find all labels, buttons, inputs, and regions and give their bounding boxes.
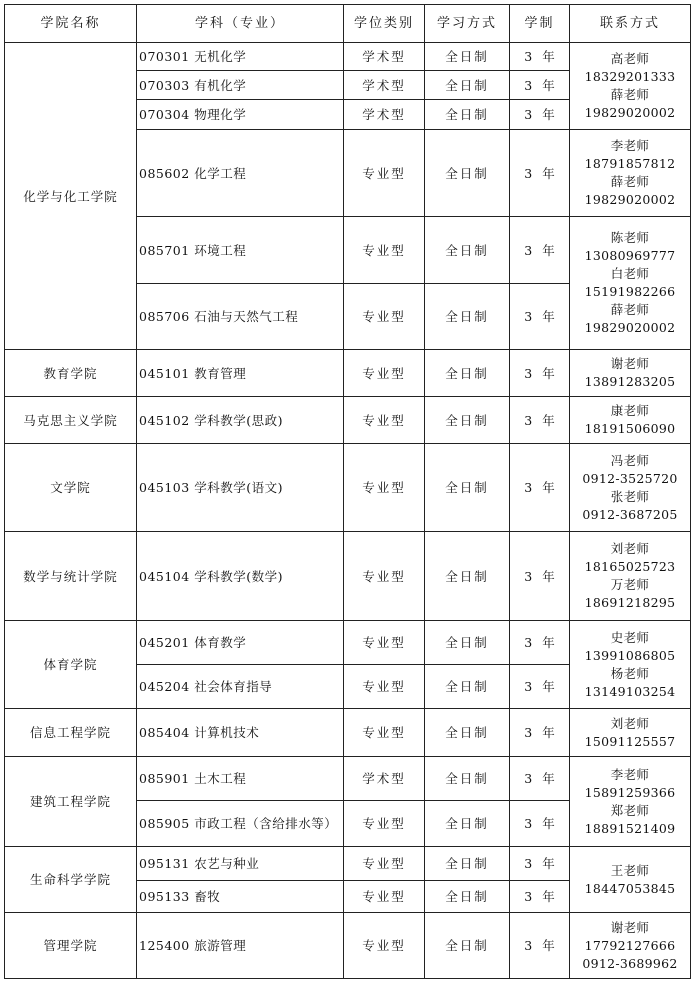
year-unit: 年 <box>542 568 555 584</box>
duration-value: 3 <box>524 568 533 584</box>
duration-value: 3 <box>524 412 533 428</box>
table-row <box>5 709 691 757</box>
subject-cell: 045104 学科教学(数学) <box>137 532 344 621</box>
duration-cell <box>510 444 570 532</box>
college-name: 文学院 <box>5 444 137 532</box>
degree-type-cell: 专业型 <box>344 665 425 709</box>
subject-cell: 095131 农艺与种业 <box>137 847 344 881</box>
year-unit: 年 <box>542 679 555 694</box>
subject-cell: 125400 旅游管理 <box>137 913 344 979</box>
duration-cell <box>510 350 570 397</box>
degree-type-cell: 专业型 <box>344 130 425 217</box>
contact-line: 陈老师 <box>610 230 650 245</box>
contact-line: 杨老师 <box>610 665 650 681</box>
degree-type-cell: 专业型 <box>344 621 425 665</box>
contact-line: 万老师 <box>610 577 650 592</box>
college-name: 体育学院 <box>5 621 137 709</box>
college-name: 生命科学学院 <box>5 847 137 913</box>
study-mode-cell: 全日制 <box>425 284 510 350</box>
degree-type-cell: 专业型 <box>344 397 425 444</box>
duration-cell <box>510 71 570 100</box>
duration-value: 3 <box>524 856 533 871</box>
duration-value: 3 <box>524 165 533 181</box>
study-mode-cell: 全日制 <box>425 397 510 444</box>
contact-line: 刘老师 <box>610 541 650 556</box>
contact-line: 13080969777 <box>584 248 676 263</box>
contact-line: 李老师 <box>610 766 650 782</box>
year-unit: 年 <box>542 480 555 495</box>
contact-cell <box>570 757 691 847</box>
year-unit: 年 <box>542 816 555 831</box>
subject-cell: 085701 环境工程 <box>137 217 344 284</box>
contact-line: 18791857812 <box>584 156 676 171</box>
contact-cell <box>570 532 691 621</box>
contact-line: 19829020002 <box>584 320 676 335</box>
duration-value: 3 <box>524 242 533 258</box>
degree-type-cell: 学术型 <box>344 757 425 801</box>
contact-cell <box>570 130 691 217</box>
duration-value: 3 <box>524 77 533 93</box>
degree-type-cell: 学术型 <box>344 43 425 71</box>
year-unit: 年 <box>542 107 555 122</box>
contact-line: 高老师 <box>610 51 650 66</box>
subject-cell: 045102 学科教学(思政) <box>137 397 344 444</box>
contact-line: 史老师 <box>610 629 650 645</box>
contact-line: 19829020002 <box>584 192 676 207</box>
year-unit: 年 <box>542 635 555 650</box>
study-mode-cell: 全日制 <box>425 757 510 801</box>
year-unit: 年 <box>542 412 555 428</box>
year-unit: 年 <box>542 889 555 904</box>
contact-cell <box>570 621 691 709</box>
degree-type-cell: 专业型 <box>344 709 425 757</box>
duration-value: 3 <box>524 309 533 324</box>
contact-cell <box>570 847 691 913</box>
contact-line: 15191982266 <box>584 284 676 299</box>
contact-line: 18165025723 <box>584 559 676 574</box>
subject-cell: 085602 化学工程 <box>137 130 344 217</box>
degree-type-cell: 专业型 <box>344 847 425 881</box>
year-unit: 年 <box>542 771 555 786</box>
contact-line: 冯老师 <box>610 452 650 468</box>
duration-value: 3 <box>524 889 533 904</box>
college-name: 数学与统计学院 <box>5 532 137 621</box>
duration-cell <box>510 913 570 979</box>
contact-line: 李老师 <box>610 138 650 153</box>
header-degree-type: 学位类别 <box>344 5 425 43</box>
contact-line: 19829020002 <box>584 105 676 120</box>
study-mode-cell: 全日制 <box>425 881 510 913</box>
year-unit: 年 <box>542 725 555 740</box>
header-subject: 学科（专业） <box>137 5 344 43</box>
duration-cell <box>510 100 570 130</box>
header-row <box>5 5 691 43</box>
college-name: 建筑工程学院 <box>5 757 137 847</box>
year-unit: 年 <box>542 938 555 953</box>
contact-cell <box>570 397 691 444</box>
duration-value: 3 <box>524 365 533 381</box>
contact-line: 谢老师 <box>610 356 650 371</box>
contact-line: 17792127666 <box>584 937 676 953</box>
table-row <box>5 913 691 979</box>
contact-cell <box>570 43 691 130</box>
year-unit: 年 <box>542 77 555 93</box>
degree-type-cell: 专业型 <box>344 801 425 847</box>
duration-value: 3 <box>524 107 533 122</box>
contact-line: 18329201333 <box>584 69 676 84</box>
duration-cell <box>510 43 570 71</box>
degree-type-cell: 专业型 <box>344 350 425 397</box>
subject-cell: 085905 市政工程（含给排水等） <box>137 801 344 847</box>
college-name: 教育学院 <box>5 350 137 397</box>
duration-value: 3 <box>524 679 533 694</box>
contact-line: 18447053845 <box>584 880 676 896</box>
contact-line: 薛老师 <box>610 87 650 102</box>
contact-cell <box>570 350 691 397</box>
study-mode-cell: 全日制 <box>425 100 510 130</box>
contact-line: 18891521409 <box>584 820 676 836</box>
duration-value: 3 <box>524 938 533 953</box>
year-unit: 年 <box>542 365 555 381</box>
degree-type-cell: 专业型 <box>344 532 425 621</box>
subject-cell: 045204 社会体育指导 <box>137 665 344 709</box>
subject-cell: 085901 土木工程 <box>137 757 344 801</box>
study-mode-cell: 全日制 <box>425 532 510 621</box>
duration-cell <box>510 397 570 444</box>
college-name: 马克思主义学院 <box>5 397 137 444</box>
duration-value: 3 <box>524 480 533 495</box>
table-row <box>5 43 691 71</box>
subject-cell: 070304 物理化学 <box>137 100 344 130</box>
subject-cell: 070301 无机化学 <box>137 43 344 71</box>
contact-line: 0912-3689962 <box>582 955 678 971</box>
study-mode-cell: 全日制 <box>425 801 510 847</box>
subject-cell: 085706 石油与天然气工程 <box>137 284 344 350</box>
duration-cell <box>510 621 570 665</box>
duration-value: 3 <box>524 49 533 64</box>
college-name: 化学与化工学院 <box>5 43 137 350</box>
duration-cell <box>510 801 570 847</box>
table-row <box>5 444 691 532</box>
contact-line: 郑老师 <box>610 802 650 818</box>
contact-cell <box>570 444 691 532</box>
college-name: 管理学院 <box>5 913 137 979</box>
study-mode-cell: 全日制 <box>425 71 510 100</box>
study-mode-cell: 全日制 <box>425 217 510 284</box>
study-mode-cell: 全日制 <box>425 130 510 217</box>
duration-cell <box>510 284 570 350</box>
duration-cell <box>510 757 570 801</box>
degree-type-cell: 专业型 <box>344 881 425 913</box>
duration-value: 3 <box>524 771 533 786</box>
duration-cell <box>510 665 570 709</box>
degree-type-cell: 专业型 <box>344 284 425 350</box>
degree-type-cell: 专业型 <box>344 217 425 284</box>
college-name: 信息工程学院 <box>5 709 137 757</box>
table-row <box>5 350 691 397</box>
duration-cell <box>510 881 570 913</box>
contact-cell <box>570 913 691 979</box>
contact-cell <box>570 709 691 757</box>
year-unit: 年 <box>542 242 555 258</box>
duration-value: 3 <box>524 635 533 650</box>
contact-line: 13891283205 <box>584 374 676 389</box>
duration-cell <box>510 847 570 881</box>
year-unit: 年 <box>542 165 555 181</box>
contact-line: 0912-3687205 <box>582 506 678 522</box>
study-mode-cell: 全日制 <box>425 665 510 709</box>
contact-line: 15091125557 <box>584 733 676 749</box>
subject-cell: 095133 畜牧 <box>137 881 344 913</box>
duration-value: 3 <box>524 725 533 740</box>
contact-line: 康老师 <box>610 403 650 418</box>
contact-line: 王老师 <box>610 862 650 878</box>
year-unit: 年 <box>542 856 555 871</box>
duration-value: 3 <box>524 816 533 831</box>
year-unit: 年 <box>542 49 555 64</box>
header-duration: 学制 <box>510 5 570 43</box>
contact-line: 13149103254 <box>584 683 676 699</box>
study-mode-cell: 全日制 <box>425 43 510 71</box>
subject-cell: 045103 学科教学(语文) <box>137 444 344 532</box>
subject-cell: 045101 教育管理 <box>137 350 344 397</box>
study-mode-cell: 全日制 <box>425 350 510 397</box>
contact-line: 白老师 <box>610 266 650 281</box>
degree-type-cell: 专业型 <box>344 913 425 979</box>
study-mode-cell: 全日制 <box>425 444 510 532</box>
contact-line: 13991086805 <box>584 647 676 663</box>
contact-cell <box>570 217 691 350</box>
study-mode-cell: 全日制 <box>425 709 510 757</box>
duration-cell <box>510 532 570 621</box>
header-contact: 联系方式 <box>570 5 691 43</box>
header-study-mode: 学习方式 <box>425 5 510 43</box>
study-mode-cell: 全日制 <box>425 913 510 979</box>
duration-cell <box>510 709 570 757</box>
table-row <box>5 532 691 621</box>
study-mode-cell: 全日制 <box>425 847 510 881</box>
degree-type-cell: 学术型 <box>344 71 425 100</box>
contact-line: 18691218295 <box>584 595 676 610</box>
study-mode-cell: 全日制 <box>425 621 510 665</box>
contact-line: 18191506090 <box>584 421 676 436</box>
table-row <box>5 621 691 665</box>
contact-line: 薛老师 <box>610 302 650 317</box>
degree-type-cell: 专业型 <box>344 444 425 532</box>
contact-line: 谢老师 <box>610 919 650 935</box>
contact-line: 刘老师 <box>610 715 650 731</box>
header-college: 学院名称 <box>5 5 137 43</box>
contact-line: 张老师 <box>610 488 650 504</box>
subject-cell: 085404 计算机技术 <box>137 709 344 757</box>
subject-cell: 045201 体育教学 <box>137 621 344 665</box>
contact-line: 15891259366 <box>584 784 676 800</box>
program-table <box>4 4 691 979</box>
table-row <box>5 397 691 444</box>
subject-cell: 070303 有机化学 <box>137 71 344 100</box>
contact-line: 0912-3525720 <box>582 470 678 486</box>
contact-line: 薛老师 <box>610 174 650 189</box>
table-row <box>5 757 691 801</box>
degree-type-cell: 学术型 <box>344 100 425 130</box>
table-row <box>5 847 691 881</box>
year-unit: 年 <box>542 309 555 324</box>
duration-cell <box>510 217 570 284</box>
duration-cell <box>510 130 570 217</box>
